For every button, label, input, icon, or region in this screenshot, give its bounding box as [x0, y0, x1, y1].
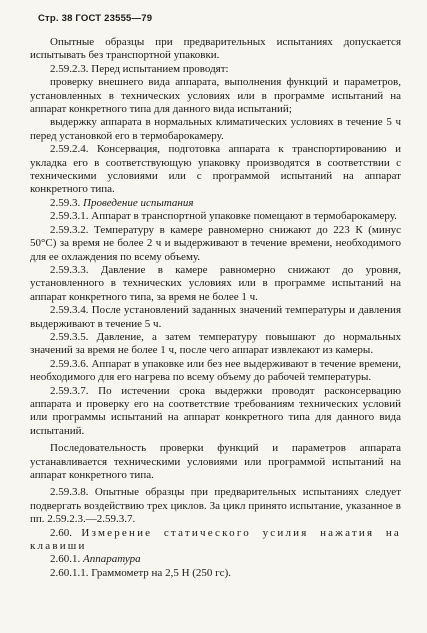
section-heading: [30, 527, 401, 554]
document-body: [30, 36, 401, 580]
paragraph: 2.59.3.1. Аппарат в транспортной упаковке помещают в термобарокамеру.: [50, 210, 397, 223]
paragraph: Последовательность проверки функций и параметров аппарата устанавливается техническими условиями или программой испытаний на аппарат конкретного типа.: [30, 442, 401, 481]
paragraph: 2.59.2.3. Перед испытанием проводят:: [50, 62, 229, 75]
paragraph: выдержку аппарата в нормальных климатических условиях в течение 5 ч перед установкой его в термобарокамеру.: [30, 116, 401, 142]
section-number: 2.60.: [50, 526, 82, 539]
section-title: Проведение испытания: [83, 196, 194, 209]
paragraph: 2.59.3.8. Опытные образцы при предварительных испытаниях следует подвергать воздействию трех циклов. За цикл принято испытание, указанное в пп. 2.59.2.3.—2.59.3.7.: [30, 486, 401, 526]
paragraph: 2.59.2.4. Консервация, подготовка аппарата к транспортированию и укладка его в соответствующую упаковку производятся в соответствии с техническими условиями или с программой испытаний на аппарат конкретного типа.: [30, 143, 401, 196]
paragraph: 2.60.1.1. Граммометр на 2,5 Н (250 гс).: [50, 566, 231, 579]
paragraph: 2.59.3.6. Аппарат в упаковке или без нее выдерживают в течение времени, необходимого для его нагрева по всему объему до рабочей температуры.: [30, 357, 401, 384]
section-title: Аппаратура: [83, 553, 141, 566]
section-number: 2.60.1.: [50, 553, 83, 566]
paragraph: 2.59.3.7. По истечении срока выдержки проводят расконсервацию аппарата и проверку его на соответствие требованиям технических условий или программы испытаний на аппарат конкретного типа для данного вида испытаний.: [30, 384, 401, 437]
section-title: Измерение статического усилия нажатия на клавиши: [30, 526, 402, 553]
section-number: 2.59.3.: [50, 196, 83, 209]
section-heading: [30, 197, 401, 210]
section-heading: [30, 553, 401, 566]
paragraph: 2.59.3.4. После установлений заданных значений температуры и давления выдерживают в течение 5 ч.: [30, 304, 401, 330]
paragraph: 2.59.3.3. Давление в камере равномерно снижают до уровня, установленного в технических условиях или в программе испытаний на аппарат конкретного типа, за время не более 1 ч.: [30, 263, 401, 303]
page-header: Стр. 38 ГОСТ 23555—79: [38, 13, 153, 24]
paragraph: 2.59.3.2. Температуру в камере равномерно снижают до 223 К (минус 50°С) за время не более 2 ч и выдерживают в течение времени, необходимого для ее охлаждения по всему объему.: [30, 223, 401, 263]
paragraph: Опытные образцы при предварительных испытаниях допускается испытывать без транспортной упаковки.: [30, 36, 401, 62]
paragraph: 2.59.3.5. Давление, а затем температуру повышают до нормальных значений за время не более 1 ч, после чего аппарат извлекают из камеры.: [30, 330, 401, 357]
paragraph: проверку внешнего вида аппарата, выполнения функций и параметров, установленных в технических условиях или в программе испытаний на аппарат конкретного типа для данного вида испытаний;: [30, 76, 401, 116]
